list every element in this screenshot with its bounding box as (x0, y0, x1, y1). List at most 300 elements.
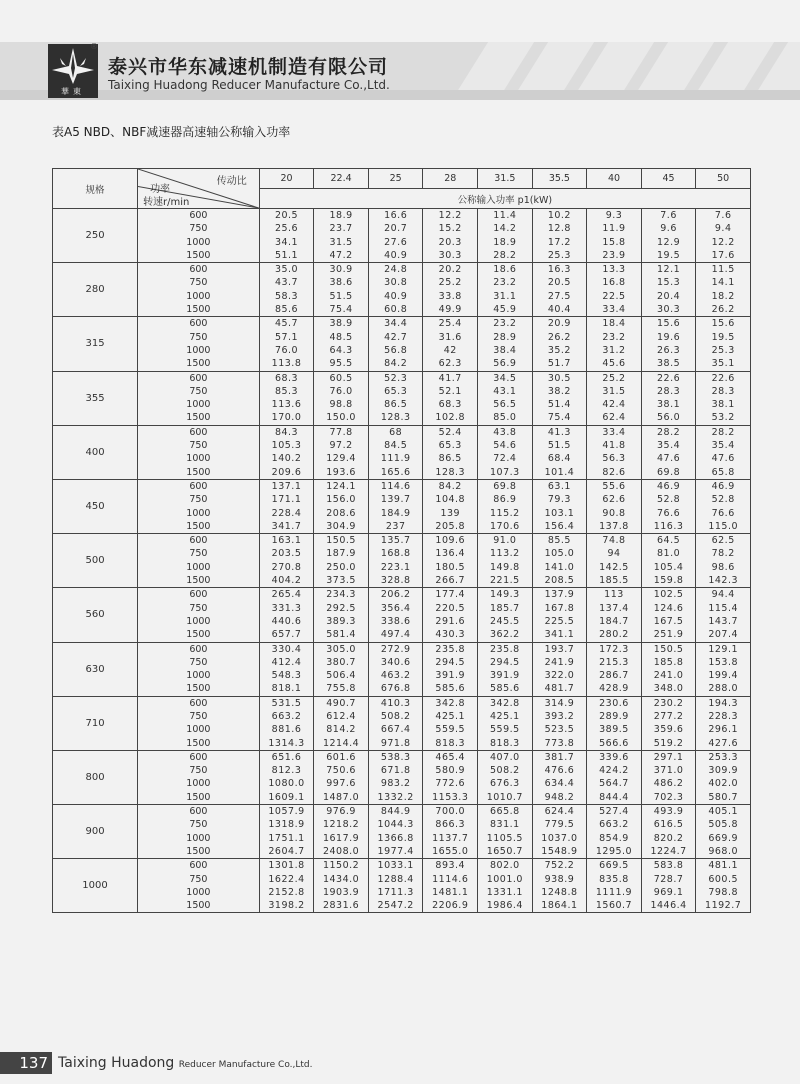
power-value-cell: 676.8 (368, 682, 423, 696)
table-row (53, 534, 751, 548)
power-value-cell: 854.9 (587, 832, 642, 845)
power-value-cell: 48.5 (314, 331, 369, 344)
power-value-cell: 137.4 (587, 602, 642, 615)
power-value-cell: 373.5 (314, 574, 369, 588)
power-value-cell: 34.5 (478, 371, 533, 385)
power-value-cell: 230.2 (641, 696, 696, 710)
power-value-cell: 140.2 (259, 452, 314, 465)
power-value-cell: 230.6 (587, 696, 642, 710)
table-row (53, 263, 751, 277)
power-value-cell: 20.7 (368, 222, 423, 235)
power-value-cell: 601.6 (314, 750, 369, 764)
power-value-cell: 665.8 (478, 805, 533, 819)
power-value-cell: 393.2 (532, 710, 587, 723)
power-value-cell: 46.9 (696, 479, 751, 493)
power-value-cell: 25.6 (259, 222, 314, 235)
power-value-cell: 812.3 (259, 764, 314, 777)
power-value-cell: 139 (423, 507, 478, 520)
power-value-cell: 64.3 (314, 344, 369, 357)
power-value-cell: 505.8 (696, 818, 751, 831)
power-value-cell: 1481.1 (423, 886, 478, 899)
power-value-cell: 41.8 (587, 439, 642, 452)
power-value-cell: 1548.9 (532, 845, 587, 859)
power-value-cell: 779.5 (532, 818, 587, 831)
power-value-cell: 585.6 (423, 682, 478, 696)
power-value-cell: 68.3 (423, 398, 478, 411)
power-value-cell: 676.3 (478, 777, 533, 790)
speed-cell: 1500 (138, 682, 260, 696)
power-value-cell: 667.4 (368, 723, 423, 736)
power-value-cell: 56.9 (478, 357, 533, 371)
power-value-cell: 177.4 (423, 588, 478, 602)
speed-cell: 600 (138, 317, 260, 331)
power-value-cell: 1153.3 (423, 791, 478, 805)
speed-cell: 1500 (138, 411, 260, 425)
power-value-cell: 129.1 (696, 642, 751, 656)
power-value-cell: 2152.8 (259, 886, 314, 899)
ratio-header: 35.5 (532, 169, 587, 189)
power-value-cell: 163.1 (259, 534, 314, 548)
power-value-cell: 17.6 (696, 249, 751, 263)
table-row (53, 493, 751, 506)
power-value-cell: 1617.9 (314, 832, 369, 845)
power-value-cell: 203.5 (259, 547, 314, 560)
power-value-cell: 651.6 (259, 750, 314, 764)
table-row (53, 452, 751, 465)
power-value-cell: 52.4 (423, 425, 478, 439)
power-value-cell: 75.4 (532, 411, 587, 425)
power-value-cell: 79.3 (532, 493, 587, 506)
power-value-cell: 1105.5 (478, 832, 533, 845)
power-value-cell: 156.0 (314, 493, 369, 506)
spec-cell: 900 (53, 805, 138, 859)
spec-cell: 315 (53, 317, 138, 371)
speed-cell: 1000 (138, 344, 260, 357)
power-value-cell: 348.0 (641, 682, 696, 696)
power-value-cell: 1434.0 (314, 873, 369, 886)
table-row (53, 805, 751, 819)
power-value-cell: 519.2 (641, 737, 696, 751)
power-value-cell: 142.5 (587, 561, 642, 574)
power-value-cell: 26.2 (532, 331, 587, 344)
power-value-cell: 1864.1 (532, 899, 587, 913)
power-value-cell: 339.6 (587, 750, 642, 764)
power-value-cell: 124.6 (641, 602, 696, 615)
power-value-cell: 2604.7 (259, 845, 314, 859)
power-value-cell: 580.9 (423, 764, 478, 777)
power-value-cell: 844.4 (587, 791, 642, 805)
power-value-cell: 72.4 (478, 452, 533, 465)
power-value-cell: 215.3 (587, 656, 642, 669)
power-value-cell: 107.3 (478, 466, 533, 480)
power-value-cell: 97.2 (314, 439, 369, 452)
power-value-cell: 57.1 (259, 331, 314, 344)
table-row (53, 845, 751, 859)
power-value-cell: 105.3 (259, 439, 314, 452)
page-footer (0, 1052, 800, 1074)
power-value-cell: 167.8 (532, 602, 587, 615)
table-row (53, 331, 751, 344)
power-value-cell: 15.6 (696, 317, 751, 331)
power-value-cell: 402.0 (696, 777, 751, 790)
power-value-cell: 527.4 (587, 805, 642, 819)
power-value-cell: 85.0 (478, 411, 533, 425)
power-value-cell: 18.4 (587, 317, 642, 331)
power-value-cell: 328.8 (368, 574, 423, 588)
power-value-cell: 76.6 (696, 507, 751, 520)
power-value-cell: 305.0 (314, 642, 369, 656)
power-value-cell: 25.3 (532, 249, 587, 263)
table-row (53, 873, 751, 886)
power-value-cell: 624.4 (532, 805, 587, 819)
power-value-cell: 866.3 (423, 818, 478, 831)
power-value-cell: 1655.0 (423, 845, 478, 859)
power-value-cell: 612.4 (314, 710, 369, 723)
power-value-cell: 465.4 (423, 750, 478, 764)
page-number: 137 (0, 1052, 52, 1074)
power-value-cell: 95.5 (314, 357, 369, 371)
power-value-cell: 580.7 (696, 791, 751, 805)
speed-cell: 600 (138, 750, 260, 764)
power-rating-table (52, 168, 751, 913)
speed-cell: 1500 (138, 737, 260, 751)
speed-cell: 1500 (138, 628, 260, 642)
power-value-cell: 23.2 (478, 276, 533, 289)
power-value-cell: 11.4 (478, 209, 533, 223)
power-value-cell: 76.0 (259, 344, 314, 357)
power-value-cell: 818.1 (259, 682, 314, 696)
power-value-cell: 220.5 (423, 602, 478, 615)
power-value-cell: 669.9 (696, 832, 751, 845)
speed-cell: 600 (138, 696, 260, 710)
ratio-header: 45 (641, 169, 696, 189)
power-value-cell: 566.6 (587, 737, 642, 751)
power-value-cell: 22.6 (696, 371, 751, 385)
power-value-cell: 22.6 (641, 371, 696, 385)
power-value-cell: 430.3 (423, 628, 478, 642)
power-value-cell: 3198.2 (259, 899, 314, 913)
speed-cell: 600 (138, 805, 260, 819)
power-value-cell: 43.1 (478, 385, 533, 398)
power-value-cell: 412.4 (259, 656, 314, 669)
spec-cell: 400 (53, 425, 138, 479)
power-value-cell: 38.1 (641, 398, 696, 411)
power-value-cell: 56.8 (368, 344, 423, 357)
power-value-cell: 180.5 (423, 561, 478, 574)
power-value-cell: 30.5 (532, 371, 587, 385)
power-value-cell: 948.2 (532, 791, 587, 805)
power-value-cell: 700.0 (423, 805, 478, 819)
power-value-cell: 35.1 (696, 357, 751, 371)
power-value-cell: 27.5 (532, 290, 587, 303)
ratio-header: 20 (259, 169, 314, 189)
speed-cell: 1000 (138, 723, 260, 736)
power-value-cell: 425.1 (478, 710, 533, 723)
speed-cell: 1000 (138, 507, 260, 520)
power-value-cell: 1331.1 (478, 886, 533, 899)
table-row (53, 561, 751, 574)
table-row (53, 249, 751, 263)
diag-ratio-label: 传动比 (216, 176, 247, 187)
power-value-cell: 371.0 (641, 764, 696, 777)
power-value-cell: 208.5 (532, 574, 587, 588)
power-value-cell: 820.2 (641, 832, 696, 845)
power-value-cell: 245.5 (478, 615, 533, 628)
power-value-cell: 31.5 (314, 236, 369, 249)
power-value-cell: 481.1 (696, 859, 751, 873)
power-value-cell: 77.8 (314, 425, 369, 439)
power-value-cell: 221.5 (478, 574, 533, 588)
power-value-cell: 750.6 (314, 764, 369, 777)
power-value-cell: 342.8 (423, 696, 478, 710)
power-value-cell: 52.8 (641, 493, 696, 506)
power-value-cell: 51.5 (314, 290, 369, 303)
power-value-cell: 12.2 (696, 236, 751, 249)
speed-cell: 750 (138, 818, 260, 831)
power-value-cell: 669.5 (587, 859, 642, 873)
power-value-cell: 289.9 (587, 710, 642, 723)
speed-cell: 1000 (138, 615, 260, 628)
power-value-cell: 136.4 (423, 547, 478, 560)
power-value-cell: 33.8 (423, 290, 478, 303)
power-value-cell: 356.4 (368, 602, 423, 615)
power-value-cell: 207.4 (696, 628, 751, 642)
power-value-cell: 18.2 (696, 290, 751, 303)
power-value-cell: 25.2 (423, 276, 478, 289)
power-value-cell: 11.9 (587, 222, 642, 235)
power-value-cell: 235.8 (423, 642, 478, 656)
power-value-cell: 18.9 (478, 236, 533, 249)
power-value-cell: 616.5 (641, 818, 696, 831)
speed-cell: 750 (138, 385, 260, 398)
power-value-cell: 600.5 (696, 873, 751, 886)
power-value-cell: 265.4 (259, 588, 314, 602)
power-value-cell: 55.6 (587, 479, 642, 493)
power-value-cell: 250.0 (314, 561, 369, 574)
footer-company (58, 1055, 313, 1071)
spec-cell: 1000 (53, 859, 138, 913)
power-value-cell: 167.5 (641, 615, 696, 628)
ratio-header: 40 (587, 169, 642, 189)
power-value-cell: 75.4 (314, 303, 369, 317)
power-value-cell: 12.1 (641, 263, 696, 277)
power-value-cell: 51.1 (259, 249, 314, 263)
power-value-cell: 65.3 (368, 385, 423, 398)
power-value-cell: 15.6 (641, 317, 696, 331)
power-value-cell: 1137.7 (423, 832, 478, 845)
power-value-cell: 428.9 (587, 682, 642, 696)
power-value-cell: 237 (368, 520, 423, 534)
power-value-cell: 1711.3 (368, 886, 423, 899)
power-value-cell: 98.8 (314, 398, 369, 411)
power-value-cell: 1224.7 (641, 845, 696, 859)
power-value-cell: 404.2 (259, 574, 314, 588)
power-value-cell: 272.9 (368, 642, 423, 656)
speed-cell: 1000 (138, 452, 260, 465)
power-value-cell: 22.5 (587, 290, 642, 303)
speed-cell: 1500 (138, 899, 260, 913)
power-value-cell: 82.6 (587, 466, 642, 480)
speed-cell: 1000 (138, 398, 260, 411)
power-value-cell: 20.4 (641, 290, 696, 303)
power-value-cell: 548.3 (259, 669, 314, 682)
power-value-cell: 62.5 (696, 534, 751, 548)
power-value-cell: 28.3 (641, 385, 696, 398)
company-name-cn: 泰兴市华东减速机制造有限公司 (108, 56, 389, 78)
power-value-cell: 84.2 (423, 479, 478, 493)
power-value-cell: 798.8 (696, 886, 751, 899)
power-value-cell: 28.9 (478, 331, 533, 344)
power-value-cell: 294.5 (423, 656, 478, 669)
power-value-cell: 187.9 (314, 547, 369, 560)
power-value-cell: 831.1 (478, 818, 533, 831)
power-value-cell: 115.0 (696, 520, 751, 534)
power-value-cell: 7.6 (696, 209, 751, 223)
spec-header: 规格 (53, 169, 138, 209)
power-value-cell: 139.7 (368, 493, 423, 506)
power-value-cell: 20.9 (532, 317, 587, 331)
power-value-cell: 359.6 (641, 723, 696, 736)
power-value-cell: 508.2 (368, 710, 423, 723)
table-row (53, 236, 751, 249)
speed-cell: 600 (138, 425, 260, 439)
power-value-cell: 128.3 (368, 411, 423, 425)
speed-cell: 1500 (138, 249, 260, 263)
power-value-cell: 85.3 (259, 385, 314, 398)
power-value-cell: 128.3 (423, 466, 478, 480)
power-value-cell: 2408.0 (314, 845, 369, 859)
speed-cell: 1500 (138, 303, 260, 317)
power-value-cell: 844.9 (368, 805, 423, 819)
table-row (53, 344, 751, 357)
power-value-cell: 81.0 (641, 547, 696, 560)
power-value-cell: 184.9 (368, 507, 423, 520)
power-value-cell: 209.6 (259, 466, 314, 480)
power-value-cell: 25.4 (423, 317, 478, 331)
power-value-cell: 23.2 (587, 331, 642, 344)
power-value-cell: 506.4 (314, 669, 369, 682)
power-value-cell: 481.7 (532, 682, 587, 696)
power-value-cell: 251.9 (641, 628, 696, 642)
power-value-cell: 559.5 (423, 723, 478, 736)
power-value-cell: 150.5 (314, 534, 369, 548)
power-value-cell: 20.2 (423, 263, 478, 277)
power-value-cell: 46.9 (641, 479, 696, 493)
power-value-cell: 297.1 (641, 750, 696, 764)
power-value-cell: 728.7 (641, 873, 696, 886)
power-value-cell: 68 (368, 425, 423, 439)
power-value-cell: 331.3 (259, 602, 314, 615)
power-value-cell: 288.0 (696, 682, 751, 696)
power-value-cell: 129.4 (314, 452, 369, 465)
power-value-cell: 1111.9 (587, 886, 642, 899)
power-value-cell: 362.2 (478, 628, 533, 642)
power-value-cell: 170.6 (478, 520, 533, 534)
ratio-header: 25 (368, 169, 423, 189)
power-value-cell: 10.2 (532, 209, 587, 223)
power-value-cell: 137.8 (587, 520, 642, 534)
power-value-cell: 405.1 (696, 805, 751, 819)
footer-company-small: Reducer Manufacture Co.,Ltd. (178, 1060, 313, 1070)
footer-company-big: Taixing Huadong (58, 1055, 175, 1071)
power-value-cell: 45.9 (478, 303, 533, 317)
power-value-cell: 234.3 (314, 588, 369, 602)
power-value-cell: 56.3 (587, 452, 642, 465)
power-value-cell: 208.6 (314, 507, 369, 520)
power-value-cell: 38.4 (478, 344, 533, 357)
power-value-cell: 1114.6 (423, 873, 478, 886)
speed-cell: 600 (138, 209, 260, 223)
speed-cell: 750 (138, 656, 260, 669)
power-value-cell: 85.5 (532, 534, 587, 548)
power-value-cell: 26.3 (641, 344, 696, 357)
speed-cell: 1000 (138, 886, 260, 899)
spec-cell: 250 (53, 209, 138, 263)
power-value-cell: 1001.0 (478, 873, 533, 886)
power-value-cell: 168.8 (368, 547, 423, 560)
power-value-cell: 38.1 (696, 398, 751, 411)
power-value-cell: 28.2 (478, 249, 533, 263)
power-value-cell: 159.8 (641, 574, 696, 588)
power-value-cell: 1332.2 (368, 791, 423, 805)
power-value-cell: 116.3 (641, 520, 696, 534)
power-value-cell: 104.8 (423, 493, 478, 506)
speed-cell: 1000 (138, 669, 260, 682)
power-value-cell: 241.0 (641, 669, 696, 682)
power-value-cell: 102.8 (423, 411, 478, 425)
spec-cell: 630 (53, 642, 138, 696)
power-value-cell: 115.2 (478, 507, 533, 520)
power-value-cell: 86.5 (368, 398, 423, 411)
power-value-cell: 818.3 (423, 737, 478, 751)
power-value-cell: 35.4 (641, 439, 696, 452)
power-value-cell: 141.0 (532, 561, 587, 574)
power-value-cell: 1650.7 (478, 845, 533, 859)
power-value-cell: 235.8 (478, 642, 533, 656)
power-value-cell: 818.3 (478, 737, 533, 751)
power-value-cell: 241.9 (532, 656, 587, 669)
power-value-cell: 84.3 (259, 425, 314, 439)
power-value-cell: 185.8 (641, 656, 696, 669)
power-value-cell: 424.2 (587, 764, 642, 777)
power-value-cell: 997.6 (314, 777, 369, 790)
power-value-cell: 42 (423, 344, 478, 357)
table-row (53, 222, 751, 235)
power-value-cell: 802.0 (478, 859, 533, 873)
power-value-cell: 38.6 (314, 276, 369, 289)
power-value-cell: 20.5 (532, 276, 587, 289)
power-value-cell: 45.7 (259, 317, 314, 331)
power-value-cell: 1248.8 (532, 886, 587, 899)
power-value-cell: 20.5 (259, 209, 314, 223)
power-value-cell: 9.6 (641, 222, 696, 235)
power-value-cell: 86.5 (423, 452, 478, 465)
spec-cell: 500 (53, 534, 138, 588)
power-value-cell: 2206.9 (423, 899, 478, 913)
power-value-cell: 68.4 (532, 452, 587, 465)
power-value-cell: 538.3 (368, 750, 423, 764)
speed-cell: 1500 (138, 357, 260, 371)
power-value-cell: 1903.9 (314, 886, 369, 899)
power-value-cell: 18.9 (314, 209, 369, 223)
table-row (53, 439, 751, 452)
power-value-cell: 193.6 (314, 466, 369, 480)
power-value-cell: 113 (587, 588, 642, 602)
power-value-cell: 170.0 (259, 411, 314, 425)
table-row (53, 357, 751, 371)
power-value-cell: 42.7 (368, 331, 423, 344)
power-value-cell: 38.9 (314, 317, 369, 331)
